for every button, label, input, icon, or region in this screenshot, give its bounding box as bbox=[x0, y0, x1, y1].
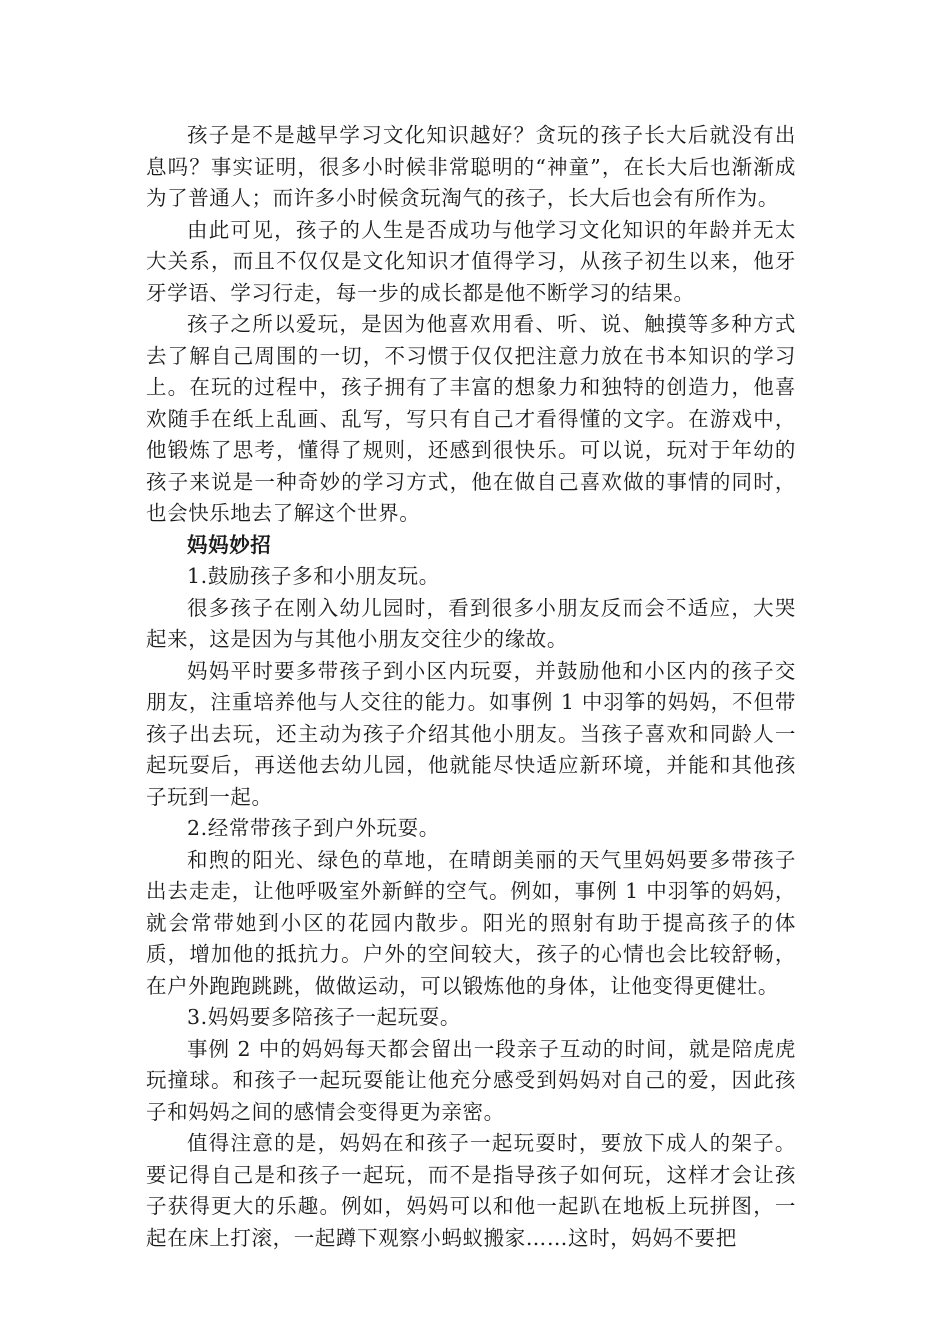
tip-3-paragraph-2: 值得注意的是，妈妈在和孩子一起玩耍时，要放下成人的架子。要记得自己是和孩子一起玩，而不是指导孩子如何玩，这样才会让孩子获得更大的乐趣。例如，妈妈可以和他一起趴在地板上玩拼图，一起在床上打滚，一起蹲下观察小蚂蚁搬家……这时，妈妈不要把 bbox=[146, 1131, 796, 1250]
section-heading: 妈妈妙招 bbox=[187, 532, 272, 557]
tip-2-paragraph-1: 和煦的阳光、绿色的草地，在晴朗美丽的天气里妈妈要多带孩子出去走走，让他呼吸室外新鲜的空气。例如，事例 1 中羽筝的妈妈，就会常带她到小区的花园内散步。阳光的照射有助于提高孩子的体质，增加他的抵抗力。户外的空间较大，孩子的心情也会比较舒畅，在户外跑跑跳跳，做做运动，可以锻炼他的身体，让他变得更健壮。 bbox=[146, 847, 796, 998]
tip-1-paragraph-1: 很多孩子在刚入幼儿园时，看到很多小朋友反而会不适应，大哭起来，这是因为与其他小朋友交往少的缘故。 bbox=[146, 595, 796, 651]
tip-2-title: 2.经常带孩子到户外玩耍。 bbox=[187, 816, 440, 840]
intro-paragraph-1: 孩子是不是越早学习文化知识越好？贪玩的孩子长大后就没有出息吗？事实证明，很多小时候非常聪明的“神童”，在长大后也渐渐成为了普通人；而许多小时候贪玩淘气的孩子，长大后也会有所作为。 bbox=[146, 123, 796, 210]
intro-paragraph-3: 孩子之所以爱玩，是因为他喜欢用看、听、说、触摸等多种方式去了解自己周围的一切，不习惯于仅仅把注意力放在书本知识的学习上。在玩的过程中，孩子拥有了丰富的想象力和独特的创造力，他喜欢随手在纸上乱画、乱写，写只有自己才看得懂的文字。在游戏中，他锻炼了思考，懂得了规则，还感到很快乐。可以说，玩对于年幼的孩子来说是一种奇妙的学习方式，他在做自己喜欢做的事情的同时，也会快乐地去了解这个世界。 bbox=[146, 312, 796, 525]
tip-1-title: 1.鼓励孩子多和小朋友玩。 bbox=[187, 564, 440, 588]
intro-paragraph-2: 由此可见，孩子的人生是否成功与他学习文化知识的年龄并无太大关系，而且不仅仅是文化知识才值得学习，从孩子初生以来，他牙牙学语、学习行走，每一步的成长都是他不断学习的结果。 bbox=[146, 217, 796, 305]
document-page bbox=[146, 120, 796, 1254]
tip-1-paragraph-2: 妈妈平时要多带孩子到小区内玩耍，并鼓励他和小区内的孩子交朋友，注重培养他与人交往的能力。如事例 1 中羽筝的妈妈，不但带孩子出去玩，还主动为孩子介绍其他小朋友。当孩子喜欢和同龄人一起玩耍后，再送他去幼儿园，他就能尽快适应新环境，并能和其他孩子玩到一起。 bbox=[146, 658, 796, 809]
tip-3-title: 3.妈妈要多陪孩子一起玩耍。 bbox=[187, 1005, 461, 1029]
tip-3-paragraph-1: 事例 2 中的妈妈每天都会留出一段亲子互动的时间，就是陪虎虎玩撞球。和孩子一起玩耍能让他充分感受到妈妈对自己的爱，因此孩子和妈妈之间的感情会变得更为亲密。 bbox=[146, 1036, 796, 1124]
